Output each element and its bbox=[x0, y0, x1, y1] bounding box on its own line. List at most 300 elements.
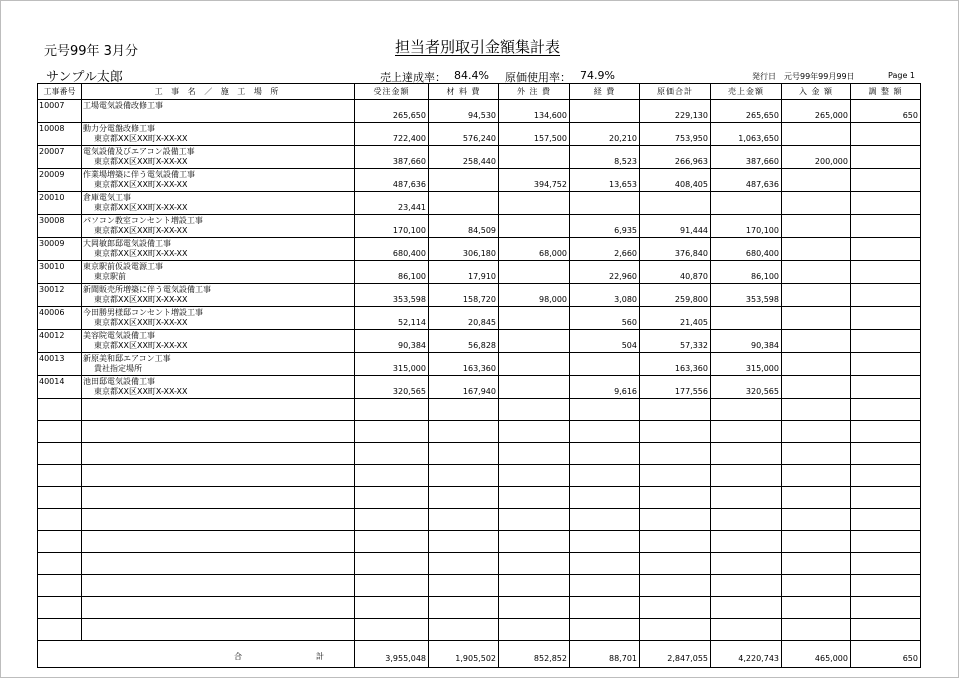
cost-total-cell: 408,405 bbox=[640, 169, 711, 192]
received-cell: 200,000 bbox=[782, 146, 851, 169]
empty-cell bbox=[640, 597, 711, 619]
empty-cell bbox=[38, 487, 82, 509]
col-cost-total: 原価合計 bbox=[640, 84, 711, 100]
expense-cell bbox=[570, 353, 640, 376]
empty-cell bbox=[570, 421, 640, 443]
table-row bbox=[38, 238, 921, 261]
job-code: 30009 bbox=[38, 238, 82, 261]
cost-total-cell bbox=[640, 192, 711, 215]
cost-rate-label: 原価使用率： bbox=[505, 71, 571, 84]
empty-cell bbox=[570, 487, 640, 509]
cost-total-cell: 91,444 bbox=[640, 215, 711, 238]
adjust-cell bbox=[851, 169, 921, 192]
adjust-cell bbox=[851, 261, 921, 284]
cost-total-cell: 57,332 bbox=[640, 330, 711, 353]
empty-cell bbox=[429, 597, 499, 619]
empty-cell bbox=[499, 575, 570, 597]
col-adjust: 調 整 額 bbox=[851, 84, 921, 100]
adjust-cell bbox=[851, 215, 921, 238]
empty-cell bbox=[711, 487, 782, 509]
expense-cell: 6,935 bbox=[570, 215, 640, 238]
sales-cell bbox=[711, 192, 782, 215]
page-number: Page 1 bbox=[888, 71, 915, 80]
received-cell bbox=[782, 284, 851, 307]
empty-cell bbox=[851, 553, 921, 575]
job-cell bbox=[82, 238, 355, 261]
empty-cell bbox=[851, 531, 921, 553]
outsource-cell bbox=[499, 307, 570, 330]
empty-cell bbox=[429, 509, 499, 531]
job-name: 東京駅前仮設電源工事 bbox=[83, 262, 163, 271]
empty-cell bbox=[711, 465, 782, 487]
order-cell: 90,384 bbox=[355, 330, 429, 353]
sales-cell: 487,636 bbox=[711, 169, 782, 192]
table-row bbox=[38, 169, 921, 192]
material-cell: 20,845 bbox=[429, 307, 499, 330]
total-row bbox=[38, 641, 921, 668]
empty-cell bbox=[570, 509, 640, 531]
order-cell: 315,000 bbox=[355, 353, 429, 376]
empty-cell bbox=[499, 553, 570, 575]
job-cell bbox=[82, 215, 355, 238]
order-cell: 353,598 bbox=[355, 284, 429, 307]
empty-cell bbox=[355, 619, 429, 641]
empty-cell bbox=[711, 619, 782, 641]
received-cell bbox=[782, 169, 851, 192]
empty-cell bbox=[429, 553, 499, 575]
empty-cell bbox=[851, 443, 921, 465]
empty-cell bbox=[640, 619, 711, 641]
issue-date: 元号99年99月99日 bbox=[784, 72, 855, 81]
empty-cell bbox=[782, 509, 851, 531]
job-code: 20010 bbox=[38, 192, 82, 215]
adjust-cell bbox=[851, 307, 921, 330]
job-code: 20009 bbox=[38, 169, 82, 192]
outsource-cell bbox=[499, 330, 570, 353]
expense-cell: 13,653 bbox=[570, 169, 640, 192]
empty-row bbox=[38, 487, 921, 509]
material-cell: 167,940 bbox=[429, 376, 499, 399]
order-cell: 23,441 bbox=[355, 192, 429, 215]
empty-row bbox=[38, 443, 921, 465]
col-code: 工事番号 bbox=[38, 84, 82, 100]
job-place: 東京都XX区XX町X-XX-XX bbox=[94, 134, 188, 143]
expense-cell: 22,960 bbox=[570, 261, 640, 284]
col-order: 受注金額 bbox=[355, 84, 429, 100]
empty-cell bbox=[640, 421, 711, 443]
empty-cell bbox=[851, 465, 921, 487]
empty-row bbox=[38, 421, 921, 443]
expense-cell: 8,523 bbox=[570, 146, 640, 169]
empty-cell bbox=[355, 443, 429, 465]
empty-cell bbox=[782, 531, 851, 553]
total-cost-total: 2,847,055 bbox=[640, 641, 711, 668]
outsource-cell bbox=[499, 215, 570, 238]
sales-cell: 265,650 bbox=[711, 100, 782, 123]
received-cell: 265,000 bbox=[782, 100, 851, 123]
expense-cell: 9,616 bbox=[570, 376, 640, 399]
expense-cell bbox=[570, 192, 640, 215]
empty-cell bbox=[38, 443, 82, 465]
empty-cell bbox=[429, 421, 499, 443]
empty-cell bbox=[570, 399, 640, 421]
empty-cell bbox=[355, 421, 429, 443]
job-code: 10008 bbox=[38, 123, 82, 146]
empty-cell bbox=[429, 531, 499, 553]
job-code: 30008 bbox=[38, 215, 82, 238]
job-cell bbox=[82, 353, 355, 376]
empty-cell bbox=[82, 575, 355, 597]
material-cell: 258,440 bbox=[429, 146, 499, 169]
received-cell bbox=[782, 123, 851, 146]
job-place: 東京都XX区XX町X-XX-XX bbox=[94, 341, 188, 350]
col-job: 工 事 名 ／ 施 工 場 所 bbox=[82, 84, 355, 100]
empty-cell bbox=[570, 597, 640, 619]
person-name: サンプル太郎 bbox=[46, 70, 123, 85]
empty-cell bbox=[38, 597, 82, 619]
received-cell bbox=[782, 238, 851, 261]
empty-cell bbox=[82, 619, 355, 641]
table-row bbox=[38, 353, 921, 376]
adjust-cell bbox=[851, 192, 921, 215]
job-name: 大岡敏郎邸電気設備工事 bbox=[83, 239, 171, 248]
empty-cell bbox=[355, 531, 429, 553]
job-place: 貴社指定場所 bbox=[94, 364, 142, 373]
received-cell bbox=[782, 307, 851, 330]
issue-date-label: 発行日 bbox=[752, 72, 776, 81]
job-name: 倉庫電気工事 bbox=[83, 193, 131, 202]
empty-cell bbox=[499, 421, 570, 443]
material-cell: 163,360 bbox=[429, 353, 499, 376]
received-cell bbox=[782, 261, 851, 284]
empty-cell bbox=[429, 399, 499, 421]
empty-cell bbox=[782, 465, 851, 487]
empty-cell bbox=[429, 487, 499, 509]
empty-cell bbox=[570, 553, 640, 575]
total-order: 3,955,048 bbox=[355, 641, 429, 668]
header-row bbox=[38, 84, 921, 100]
empty-cell bbox=[570, 575, 640, 597]
order-cell: 52,114 bbox=[355, 307, 429, 330]
empty-cell bbox=[82, 531, 355, 553]
sales-cell: 353,598 bbox=[711, 284, 782, 307]
expense-cell: 20,210 bbox=[570, 123, 640, 146]
adjust-cell bbox=[851, 353, 921, 376]
job-code: 40006 bbox=[38, 307, 82, 330]
table-row bbox=[38, 261, 921, 284]
empty-row bbox=[38, 509, 921, 531]
table-row bbox=[38, 330, 921, 353]
cost-total-cell: 163,360 bbox=[640, 353, 711, 376]
job-code: 30012 bbox=[38, 284, 82, 307]
table-row bbox=[38, 100, 921, 123]
empty-cell bbox=[355, 509, 429, 531]
empty-cell bbox=[355, 575, 429, 597]
total-received: 465,000 bbox=[782, 641, 851, 668]
empty-cell bbox=[82, 465, 355, 487]
order-cell: 722,400 bbox=[355, 123, 429, 146]
job-place: 東京都XX区XX町X-XX-XX bbox=[94, 157, 188, 166]
sales-rate-label: 売上達成率： bbox=[380, 71, 446, 84]
table-row bbox=[38, 307, 921, 330]
job-place: 東京都XX区XX町X-XX-XX bbox=[94, 295, 188, 304]
total-expense: 88,701 bbox=[570, 641, 640, 668]
cost-total-cell: 753,950 bbox=[640, 123, 711, 146]
empty-cell bbox=[499, 619, 570, 641]
job-place bbox=[82, 111, 354, 121]
table-row bbox=[38, 146, 921, 169]
report-period: 元号99年 3月分 bbox=[44, 44, 138, 59]
job-name: 動力分電盤改修工事 bbox=[83, 124, 155, 133]
adjust-cell bbox=[851, 330, 921, 353]
job-code: 10007 bbox=[38, 100, 82, 123]
empty-cell bbox=[82, 399, 355, 421]
summary-table bbox=[37, 83, 921, 668]
report-title: 担当者別取引金額集計表 bbox=[395, 38, 561, 56]
empty-cell bbox=[711, 597, 782, 619]
empty-cell bbox=[355, 465, 429, 487]
received-cell bbox=[782, 353, 851, 376]
empty-cell bbox=[429, 465, 499, 487]
sales-cell bbox=[711, 307, 782, 330]
outsource-cell bbox=[499, 261, 570, 284]
outsource-cell bbox=[499, 353, 570, 376]
job-cell bbox=[82, 123, 355, 146]
cost-total-cell: 259,800 bbox=[640, 284, 711, 307]
received-cell bbox=[782, 192, 851, 215]
outsource-cell bbox=[499, 192, 570, 215]
received-cell bbox=[782, 376, 851, 399]
adjust-cell bbox=[851, 123, 921, 146]
job-name: パソコン教室コンセント増設工事 bbox=[83, 216, 203, 225]
empty-cell bbox=[499, 465, 570, 487]
col-sales: 売上金額 bbox=[711, 84, 782, 100]
material-cell: 17,910 bbox=[429, 261, 499, 284]
table-row bbox=[38, 215, 921, 238]
empty-row bbox=[38, 553, 921, 575]
empty-row bbox=[38, 531, 921, 553]
empty-cell bbox=[711, 509, 782, 531]
job-cell bbox=[82, 330, 355, 353]
job-place: 東京都XX区XX町X-XX-XX bbox=[94, 318, 188, 327]
sales-rate-value: 84.4% bbox=[454, 69, 489, 82]
total-material: 1,905,502 bbox=[429, 641, 499, 668]
material-cell bbox=[429, 169, 499, 192]
outsource-cell: 394,752 bbox=[499, 169, 570, 192]
material-cell: 158,720 bbox=[429, 284, 499, 307]
sales-cell: 320,565 bbox=[711, 376, 782, 399]
col-material: 材 料 費 bbox=[429, 84, 499, 100]
job-cell bbox=[82, 192, 355, 215]
empty-cell bbox=[851, 509, 921, 531]
empty-cell bbox=[851, 575, 921, 597]
empty-cell bbox=[711, 399, 782, 421]
job-cell bbox=[82, 261, 355, 284]
empty-cell bbox=[711, 421, 782, 443]
material-cell: 56,828 bbox=[429, 330, 499, 353]
empty-cell bbox=[851, 421, 921, 443]
empty-cell bbox=[499, 509, 570, 531]
empty-cell bbox=[499, 487, 570, 509]
job-name: 新聞販売所増築に伴う電気設備工事 bbox=[83, 285, 211, 294]
sales-cell: 315,000 bbox=[711, 353, 782, 376]
table-row bbox=[38, 376, 921, 399]
sales-cell: 86,100 bbox=[711, 261, 782, 284]
table-row bbox=[38, 123, 921, 146]
job-place: 東京駅前 bbox=[94, 272, 126, 281]
empty-cell bbox=[711, 553, 782, 575]
empty-cell bbox=[355, 399, 429, 421]
job-place: 東京都XX区XX町X-XX-XX bbox=[94, 387, 188, 396]
empty-cell bbox=[782, 597, 851, 619]
table-row bbox=[38, 192, 921, 215]
adjust-cell bbox=[851, 238, 921, 261]
material-cell: 306,180 bbox=[429, 238, 499, 261]
cost-total-cell: 229,130 bbox=[640, 100, 711, 123]
job-name: 美容院電気設備工事 bbox=[83, 331, 155, 340]
cost-total-cell: 266,963 bbox=[640, 146, 711, 169]
material-cell bbox=[429, 192, 499, 215]
outsource-cell: 157,500 bbox=[499, 123, 570, 146]
empty-cell bbox=[355, 487, 429, 509]
expense-cell: 2,660 bbox=[570, 238, 640, 261]
empty-cell bbox=[782, 619, 851, 641]
empty-row bbox=[38, 399, 921, 421]
job-code: 30010 bbox=[38, 261, 82, 284]
col-outsource: 外 注 費 bbox=[499, 84, 570, 100]
empty-cell bbox=[38, 421, 82, 443]
empty-cell bbox=[82, 487, 355, 509]
sales-cell: 680,400 bbox=[711, 238, 782, 261]
empty-cell bbox=[38, 531, 82, 553]
cost-total-cell: 40,870 bbox=[640, 261, 711, 284]
empty-row bbox=[38, 575, 921, 597]
adjust-cell bbox=[851, 376, 921, 399]
job-name: 今田勝男様邸コンセント増設工事 bbox=[83, 308, 203, 317]
empty-cell bbox=[782, 443, 851, 465]
empty-cell bbox=[38, 619, 82, 641]
sales-cell: 170,100 bbox=[711, 215, 782, 238]
job-place: 東京都XX区XX町X-XX-XX bbox=[94, 226, 188, 235]
empty-cell bbox=[82, 553, 355, 575]
table-row bbox=[38, 284, 921, 307]
sales-cell: 1,063,650 bbox=[711, 123, 782, 146]
received-cell bbox=[782, 215, 851, 238]
total-label-right: 計 bbox=[316, 652, 324, 661]
empty-cell bbox=[851, 619, 921, 641]
empty-cell bbox=[640, 465, 711, 487]
empty-cell bbox=[82, 443, 355, 465]
empty-cell bbox=[499, 399, 570, 421]
sales-cell: 387,660 bbox=[711, 146, 782, 169]
job-place: 東京都XX区XX町X-XX-XX bbox=[94, 180, 188, 189]
empty-cell bbox=[82, 509, 355, 531]
empty-cell bbox=[570, 619, 640, 641]
empty-cell bbox=[640, 531, 711, 553]
empty-cell bbox=[640, 553, 711, 575]
received-cell bbox=[782, 330, 851, 353]
empty-cell bbox=[640, 443, 711, 465]
empty-cell bbox=[851, 487, 921, 509]
order-cell: 265,650 bbox=[355, 100, 429, 123]
empty-cell bbox=[429, 443, 499, 465]
expense-cell: 560 bbox=[570, 307, 640, 330]
cost-total-cell: 21,405 bbox=[640, 307, 711, 330]
expense-cell bbox=[570, 100, 640, 123]
empty-cell bbox=[38, 399, 82, 421]
outsource-cell bbox=[499, 376, 570, 399]
col-expense: 経 費 bbox=[570, 84, 640, 100]
empty-cell bbox=[640, 487, 711, 509]
empty-cell bbox=[82, 597, 355, 619]
empty-cell bbox=[711, 531, 782, 553]
empty-cell bbox=[499, 531, 570, 553]
job-cell bbox=[82, 376, 355, 399]
cost-total-cell: 376,840 bbox=[640, 238, 711, 261]
job-code: 40013 bbox=[38, 353, 82, 376]
job-name: 作業場増築に伴う電気設備工事 bbox=[83, 170, 195, 179]
empty-row bbox=[38, 597, 921, 619]
empty-cell bbox=[711, 575, 782, 597]
total-label-cell bbox=[38, 641, 355, 668]
job-name: 池田邸電気設備工事 bbox=[83, 377, 155, 386]
order-cell: 487,636 bbox=[355, 169, 429, 192]
expense-cell: 3,080 bbox=[570, 284, 640, 307]
order-cell: 86,100 bbox=[355, 261, 429, 284]
empty-cell bbox=[38, 553, 82, 575]
job-code: 40014 bbox=[38, 376, 82, 399]
total-adjust: 650 bbox=[851, 641, 921, 668]
outsource-cell: 134,600 bbox=[499, 100, 570, 123]
total-label bbox=[234, 652, 324, 662]
empty-cell bbox=[711, 443, 782, 465]
outsource-cell bbox=[499, 146, 570, 169]
empty-row bbox=[38, 619, 921, 641]
order-cell: 680,400 bbox=[355, 238, 429, 261]
job-cell bbox=[82, 100, 355, 123]
job-name: 新原美和邸エアコン工事 bbox=[83, 354, 171, 363]
material-cell: 84,509 bbox=[429, 215, 499, 238]
expense-cell: 504 bbox=[570, 330, 640, 353]
job-place: 東京都XX区XX町X-XX-XX bbox=[94, 249, 188, 258]
empty-cell bbox=[851, 597, 921, 619]
empty-cell bbox=[38, 509, 82, 531]
order-cell: 170,100 bbox=[355, 215, 429, 238]
empty-cell bbox=[355, 553, 429, 575]
empty-cell bbox=[38, 465, 82, 487]
job-cell bbox=[82, 146, 355, 169]
empty-cell bbox=[429, 619, 499, 641]
total-sales: 4,220,743 bbox=[711, 641, 782, 668]
cost-total-cell: 177,556 bbox=[640, 376, 711, 399]
adjust-cell bbox=[851, 284, 921, 307]
order-cell: 387,660 bbox=[355, 146, 429, 169]
empty-cell bbox=[355, 597, 429, 619]
empty-cell bbox=[640, 575, 711, 597]
empty-cell bbox=[851, 399, 921, 421]
total-label-left: 合 bbox=[234, 652, 242, 661]
empty-cell bbox=[782, 553, 851, 575]
empty-cell bbox=[782, 487, 851, 509]
empty-cell bbox=[38, 575, 82, 597]
empty-cell bbox=[429, 575, 499, 597]
outsource-cell: 98,000 bbox=[499, 284, 570, 307]
job-place: 東京都XX区XX町X-XX-XX bbox=[94, 203, 188, 212]
job-cell bbox=[82, 284, 355, 307]
empty-cell bbox=[782, 575, 851, 597]
job-cell bbox=[82, 307, 355, 330]
order-cell: 320,565 bbox=[355, 376, 429, 399]
